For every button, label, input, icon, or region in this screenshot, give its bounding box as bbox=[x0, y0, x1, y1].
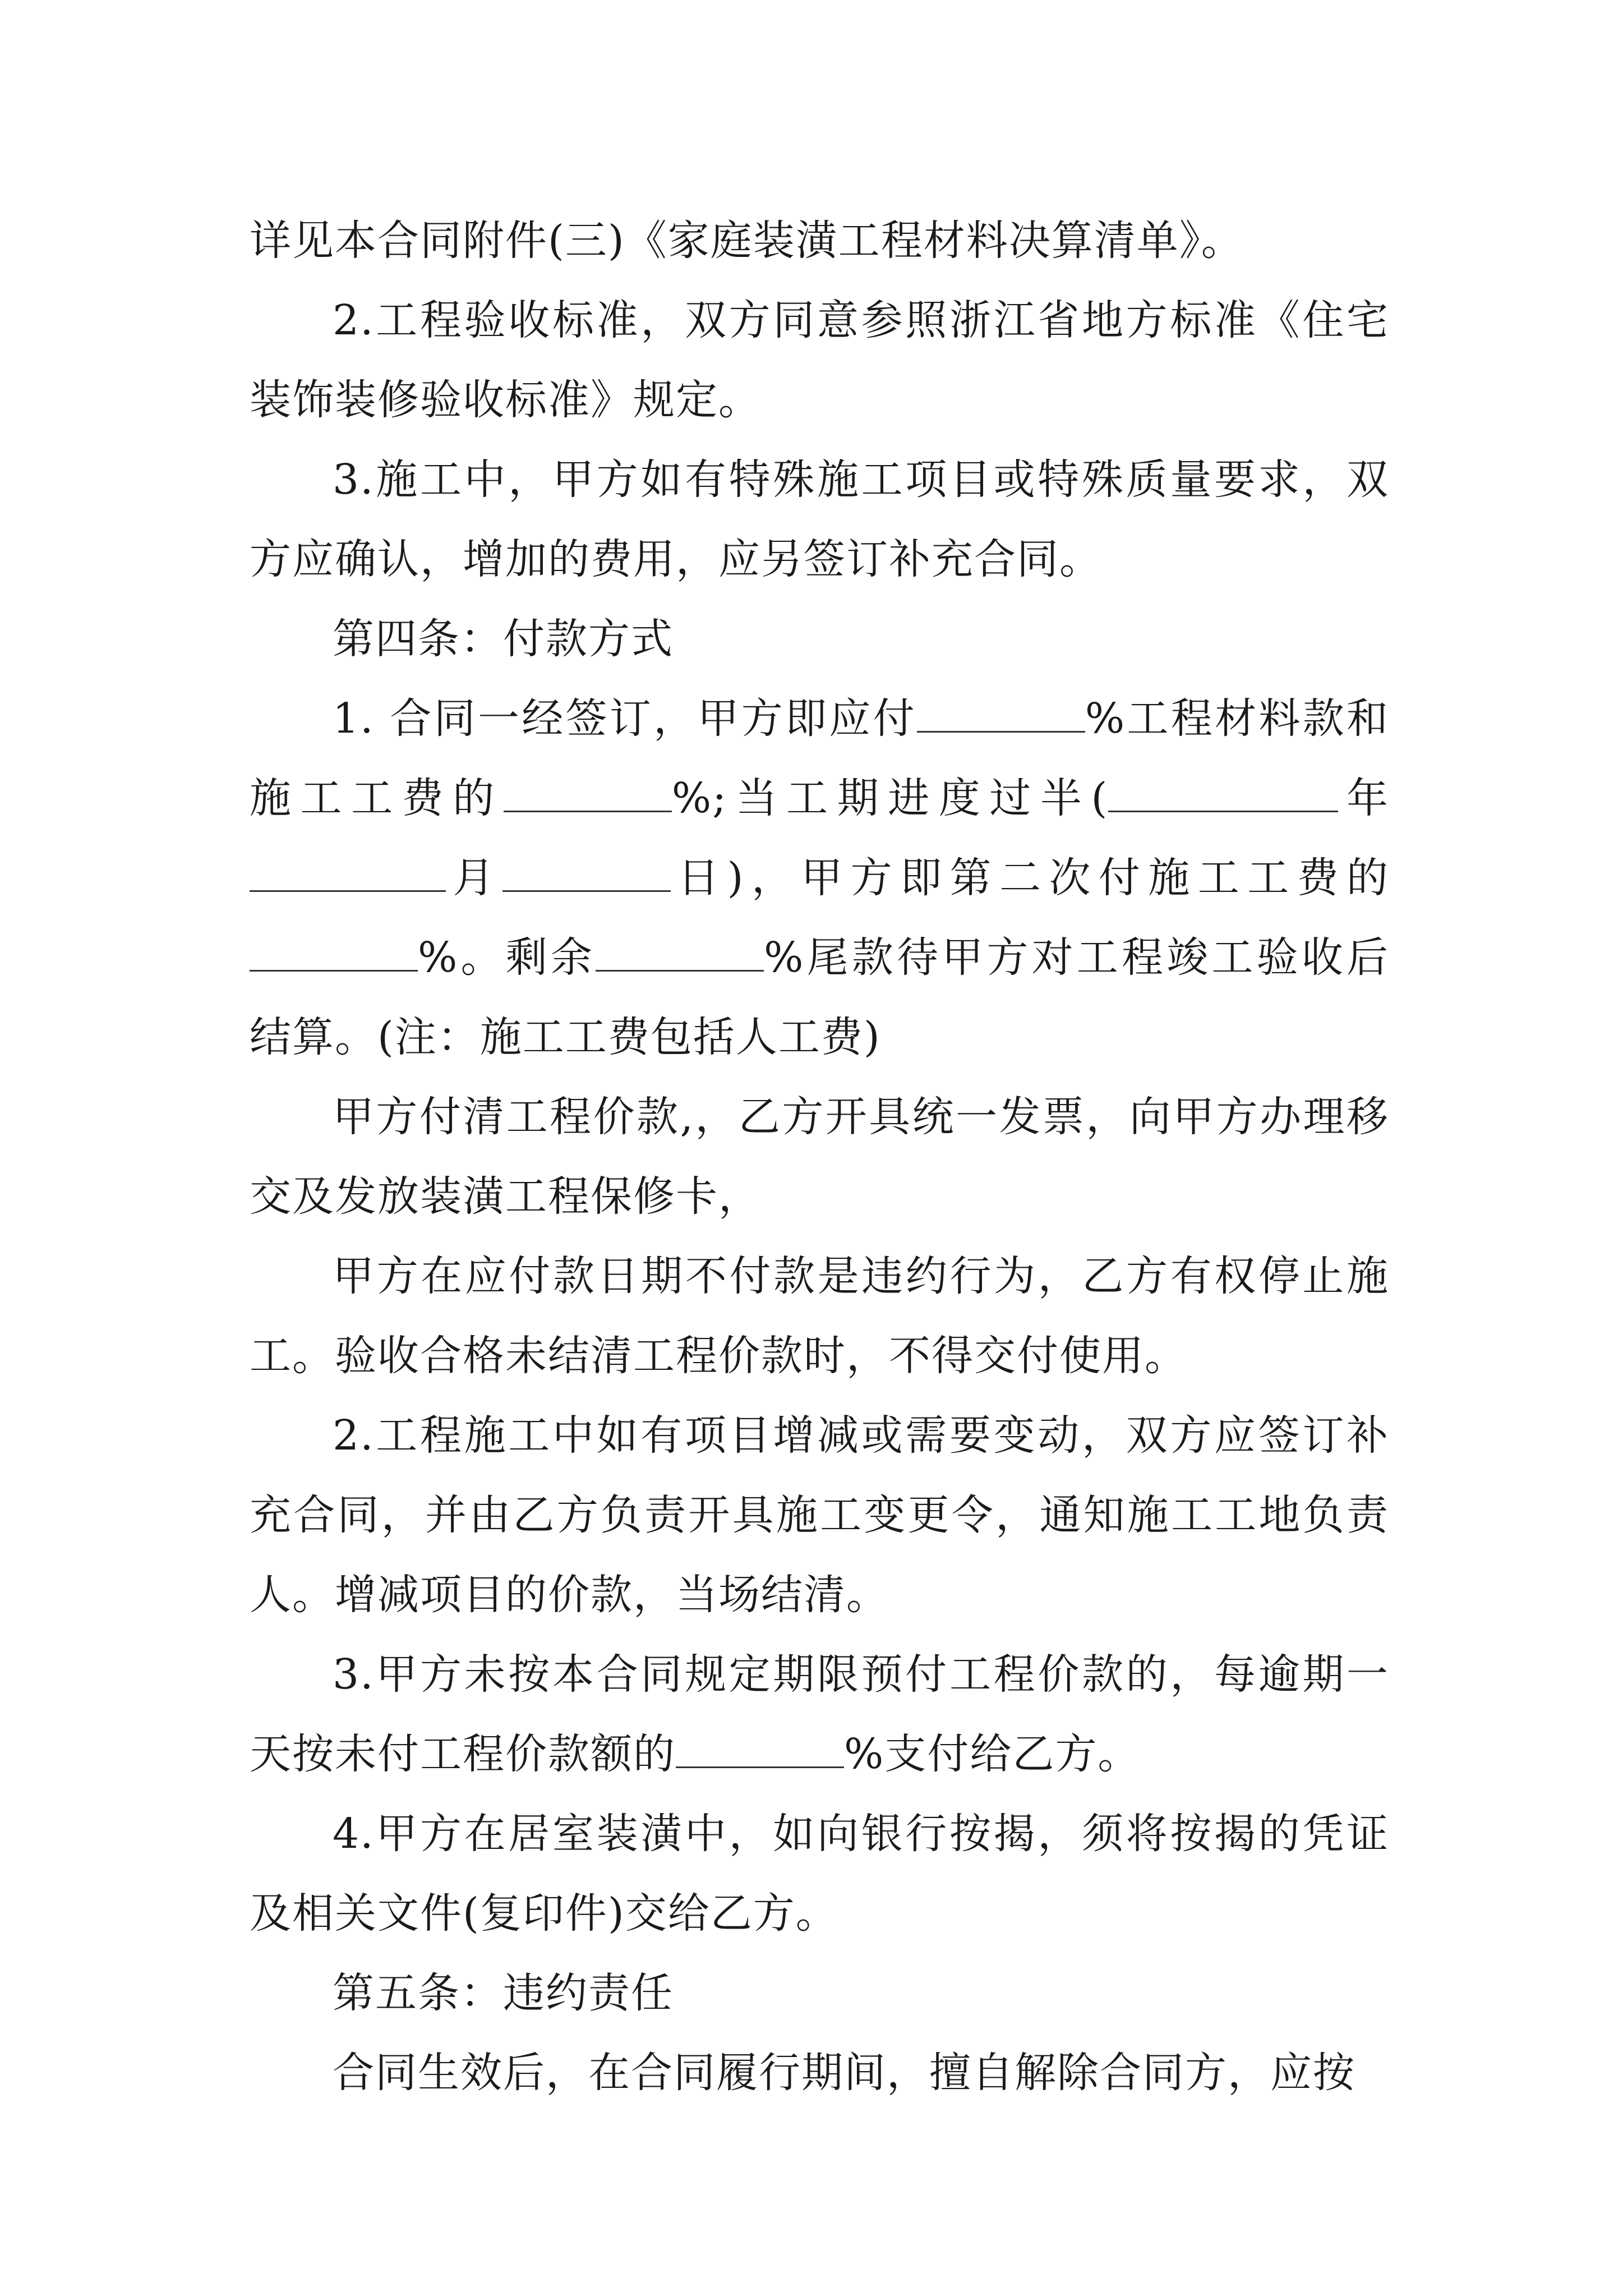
document-body bbox=[250, 201, 1389, 2113]
payment-text-7: %。剩余 bbox=[418, 933, 596, 982]
blank-field-material-percent[interactable] bbox=[917, 692, 1085, 733]
blank-field-second-payment-percent[interactable] bbox=[250, 931, 418, 972]
penalty-text-1: 3.甲方未按本合同规定期限预付工程价款的，每逾期一天按未付工程价款额的 bbox=[250, 1650, 1389, 1778]
paragraph-late-payment-breach: 甲方在应付款日期不付款是违约行为，乙方有权停止施工。验收合格未结清工程价款时，不得交付使用。 bbox=[250, 1252, 1389, 1380]
article-5-heading: 第五条：违约责任 bbox=[333, 1969, 674, 2017]
blank-field-penalty-percent[interactable] bbox=[676, 1727, 844, 1768]
paragraph-changes: 2.工程施工中如有项目增减或需要变动，双方应签订补充合同，并由乙方负责开具施工变更令，通知施工工地负责人。增减项目的价款，当场结清。 bbox=[250, 1411, 1389, 1619]
paragraph-invoice-handover: 甲方付清工程价款,，乙方开具统一发票，向甲方办理移交及发放装潢工程保修卡， bbox=[250, 1093, 1389, 1221]
payment-text-8: %尾款待甲方对工程竣工验收后结算。(注：施工工费包括人工费) bbox=[250, 933, 1389, 1061]
payment-text-3: %;当工期进度过半( bbox=[671, 774, 1109, 822]
paragraph-attachment-ref: 详见本合同附件(三)《家庭装潢工程材料决算清单》。 bbox=[250, 217, 1244, 265]
paragraph-overdue-penalty bbox=[250, 1635, 1389, 1794]
blank-field-final-percent[interactable] bbox=[596, 931, 764, 972]
paragraph-special-requirements: 3.施工中，甲方如有特殊施工项目或特殊质量要求，双方应确认，增加的费用，应另签订补充合同。 bbox=[250, 455, 1389, 583]
blank-field-month[interactable] bbox=[250, 851, 446, 892]
payment-text-4: 年 bbox=[1338, 774, 1389, 822]
penalty-text-2: %支付给乙方。 bbox=[844, 1730, 1141, 1778]
payment-text-1: 1. 合同一经签订，甲方即应付 bbox=[333, 694, 917, 743]
paragraph-acceptance-standard: 2.工程验收标准，双方同意参照浙江省地方标准《住宅装饰装修验收标准》规定。 bbox=[250, 296, 1389, 424]
paragraph-payment-terms bbox=[250, 679, 1389, 1077]
blank-field-year[interactable] bbox=[1108, 771, 1338, 812]
payment-text-5: 月 bbox=[446, 854, 502, 902]
blank-field-labor-percent[interactable] bbox=[504, 771, 672, 812]
payment-text-6: 日)，甲方即第二次付施工工费的 bbox=[670, 854, 1389, 902]
payment-text-2: %工程材料款和施工工费的 bbox=[250, 694, 1389, 822]
paragraph-mortgage: 4.甲方在居室装潢中，如向银行按揭，须将按揭的凭证及相关文件(复印件)交给乙方。 bbox=[250, 1810, 1389, 1938]
article-4-heading: 第四条：付款方式 bbox=[333, 615, 674, 663]
paragraph-breach-liability: 合同生效后，在合同履行期间，擅自解除合同方，应按 bbox=[333, 2049, 1355, 2097]
blank-field-day[interactable] bbox=[502, 851, 671, 892]
